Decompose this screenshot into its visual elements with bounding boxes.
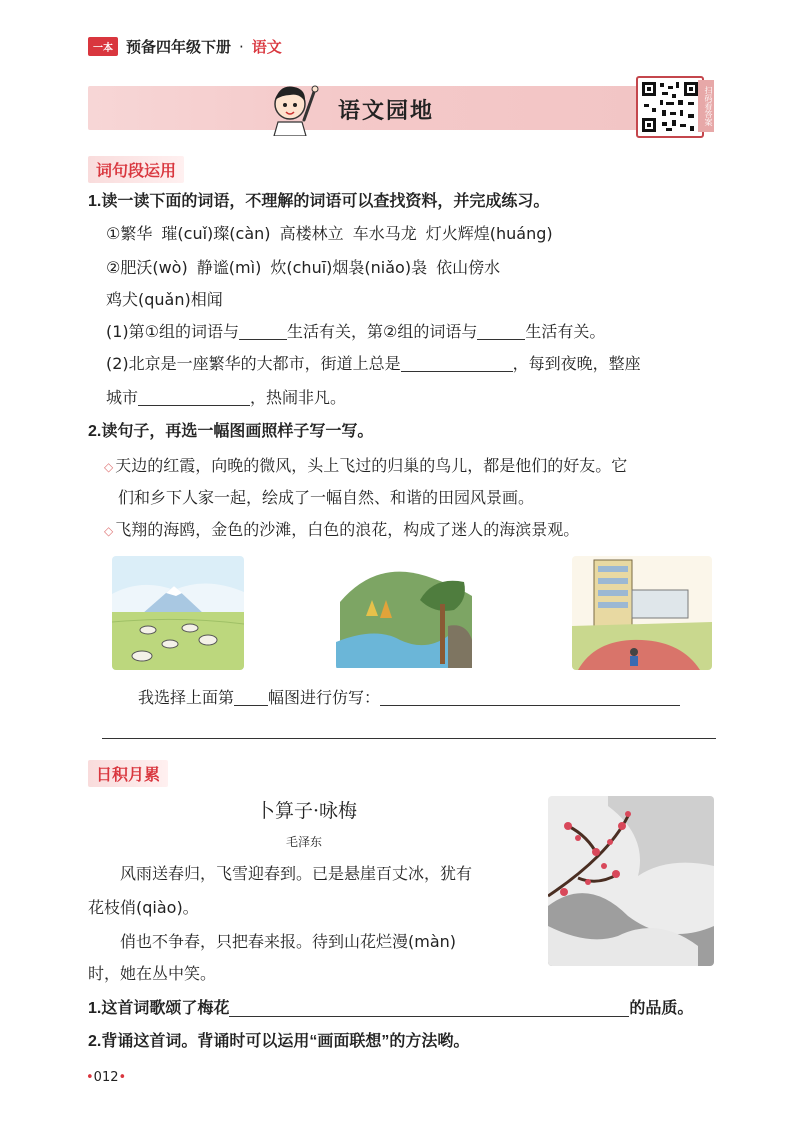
choose-text-a: 我选择上面第 [138,688,235,707]
word-group-2-cont: 鸡犬(quǎn)相闻 [106,290,223,309]
answer-blank-4[interactable] [138,405,250,406]
question-4: 2.背诵这首词。背诵时可以运用“画面联想”的方法哟。 [88,1033,470,1050]
answer-blank-2[interactable] [477,339,525,340]
header-separator: · [239,37,244,56]
question-1: 1.读一读下面的词语，不理解的词语可以查找资料，并完成练习。 [88,193,550,210]
answer-blank-3[interactable] [401,371,513,372]
choose-text-b: 幅图进行仿写： [268,688,381,707]
example-sentence-1 [104,458,627,474]
q1-1-text-b: 生活有关，第②组的词语与 [287,322,478,341]
example-2-text: 飞翔的海鸥，金色的沙滩，白色的浪花，构成了迷人的海滨景观。 [115,520,580,539]
grassland-picture[interactable] [112,556,244,670]
answer-blank-1[interactable] [239,339,287,340]
page-number [86,1070,126,1085]
question-2: 2.读句子，再选一幅图画照样子写一写。 [88,423,374,440]
page-dot-icon: • [86,1070,94,1085]
qr-code-icon[interactable] [636,76,704,138]
book-title: 预备四年级下册 [126,38,232,56]
plum-blossom-picture [548,796,714,966]
quality-answer-blank[interactable] [229,1016,629,1017]
poem-line-3: 俏也不争春，只把春来报。待到山花烂漫(màn) [120,932,457,951]
writing-line[interactable] [102,738,716,739]
question-3 [88,1000,693,1017]
page-number-text: 012 [93,1070,119,1085]
q1-2-text-c: 城市 [106,388,139,407]
choose-picture-line [138,690,680,706]
poem-line-1: 风雨送春归，飞雪迎春到。已是悬崖百丈冰，犹有 [120,864,473,883]
imitation-writing-blank[interactable] [380,705,680,706]
section-title-usage: 词句段运用 [88,156,184,183]
q1-2-text-a: (2)北京是一座繁华的大都市，街道上总是 [106,354,401,373]
word-group-1: ①繁华 璀(cuǐ)璨(càn) 高楼林立 车水马龙 灯火辉煌(huáng) [106,224,553,243]
subject-label: 语文 [251,38,282,56]
forest-river-picture[interactable] [336,556,476,670]
section-title-daily: 日积月累 [88,760,168,787]
q3-text-a: 1.这首词歌颂了梅花 [88,1000,230,1017]
q3-text-b: 的品质。 [629,1000,694,1017]
brand-badge: 一本 [88,37,118,56]
page-dot-icon: • [118,1070,127,1085]
picture-number-blank[interactable] [234,705,268,706]
diamond-bullet-icon: ◇ [104,524,114,538]
page-title: 语文园地 [338,99,435,124]
question-1-part-2 [106,356,641,372]
campus-picture[interactable] [572,556,712,670]
q1-1-text-a: (1)第①组的词语与 [106,322,240,341]
example-1-text-a: 天边的红霞，向晚的微风，头上飞过的归巢的鸟儿，都是他们的好友。它 [115,456,628,475]
poem-author: 毛泽东 [286,835,323,849]
question-1-part-2-cont [106,390,346,406]
diamond-bullet-icon: ◇ [104,460,114,474]
qr-tag-label: 扫码看答案 [698,80,714,132]
page-header [88,36,282,57]
word-group-2: ②肥沃(wò) 静谧(mì) 炊(chuī)烟袅(niǎo)袅 依山傍水 [106,258,501,277]
poem-line-4: 时，她在丛中笑。 [88,964,217,983]
q1-1-text-c: 生活有关。 [525,322,606,341]
example-sentence-1-cont: 们和乡下人家一起，绘成了一幅自然、和谐的田园风景画。 [118,488,535,507]
poem-title: 卜算子·咏梅 [256,800,358,822]
q1-2-text-d: ，热闹非凡。 [250,388,347,407]
q1-2-text-b: ，每到夜晚，整座 [512,354,641,373]
example-sentence-2 [104,522,579,538]
poem-line-2: 花枝俏(qiào)。 [88,898,199,917]
mascot-icon [262,78,322,136]
question-1-part-1 [106,324,605,340]
